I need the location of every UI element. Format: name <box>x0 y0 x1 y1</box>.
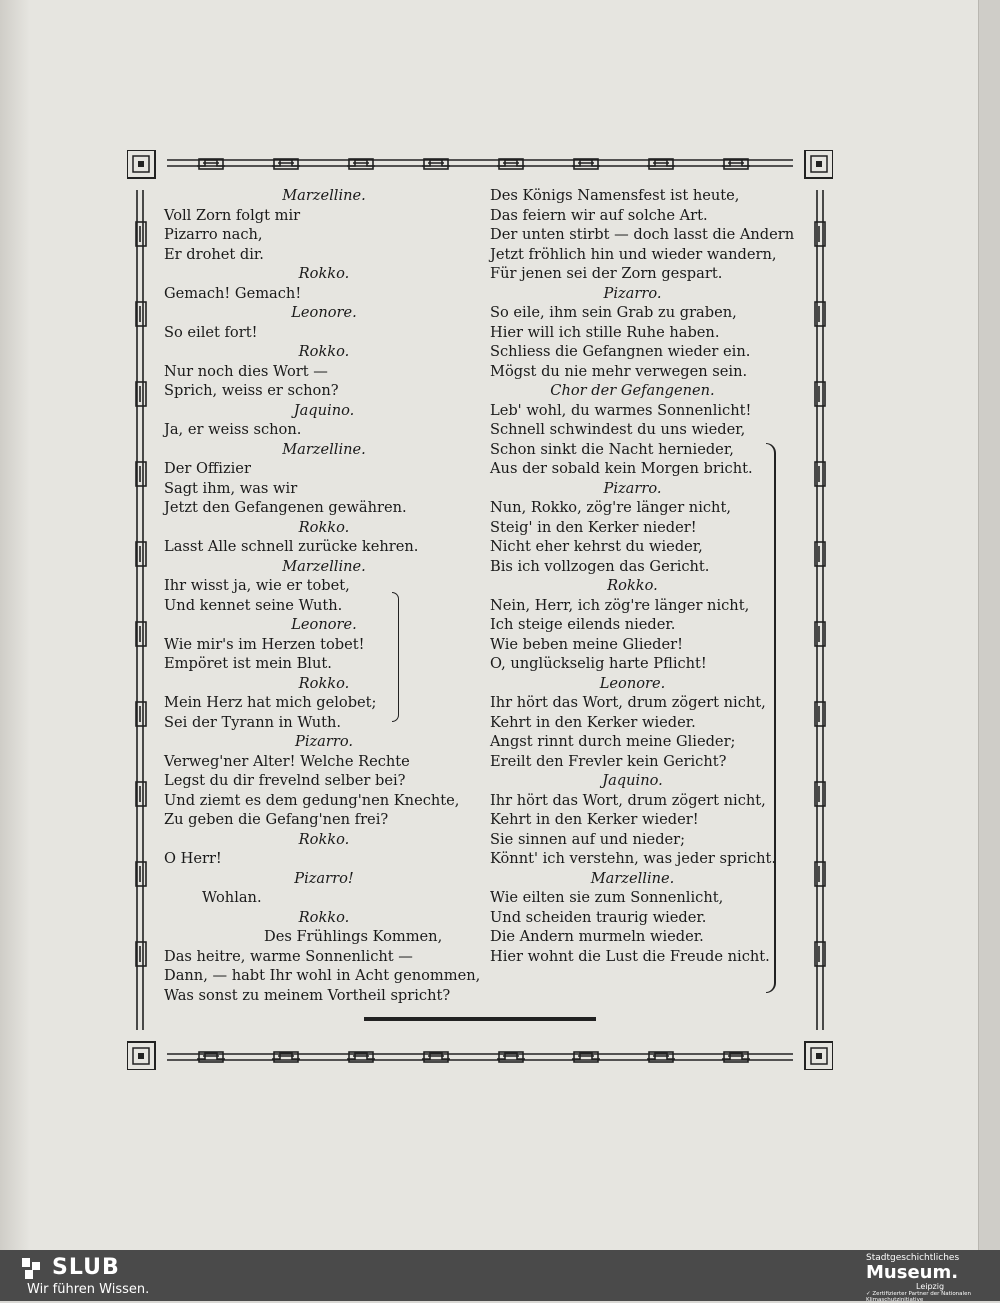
slub-logo-icon <box>22 1258 42 1280</box>
verse-line: Kehrt in den Kerker wieder. <box>490 713 696 731</box>
closing-rule <box>364 1017 596 1021</box>
right-column <box>490 186 795 966</box>
verse-line: Das feiern wir auf solche Art. <box>490 206 708 224</box>
verse-line: Nicht eher kehrst du wieder, <box>490 538 703 555</box>
verse-line: Hier will ich stille Ruhe haben. <box>490 323 720 341</box>
museum-prefix: Stadtgeschichtliches <box>866 1253 960 1263</box>
verse-line: Ereilt den Frevler kein Gericht? <box>490 752 727 770</box>
verse-line: Leb' wohl, du warmes Sonnenlicht! <box>490 401 752 419</box>
verse-line: Könnt' ich verstehn, was jeder spricht. <box>490 850 777 867</box>
verse-line: Sie sinnen auf und nieder; <box>490 830 686 848</box>
verse-line: Dann, — habt Ihr wohl in Acht genommen, <box>164 967 481 984</box>
speaker-name: Marzelline. <box>282 440 366 458</box>
museum-city: Leipzig <box>916 1282 945 1291</box>
page-edge <box>978 0 1000 1250</box>
verse-line: Wohlan. <box>202 889 262 906</box>
verse-line: Und scheiden traurig wieder. <box>490 908 707 926</box>
verse-line: Ihr hört das Wort, drum zögert nicht, <box>490 694 766 711</box>
speaker-name: Marzelline. <box>282 557 366 575</box>
footer-bar <box>0 1250 1000 1301</box>
verse-line: Er drohet dir. <box>164 245 264 263</box>
verse-line: So eile, ihm sein Grab zu graben, <box>490 304 737 321</box>
verse-line: Aus der sobald kein Morgen bricht. <box>490 460 753 477</box>
verse-line: Sagt ihm, was wir <box>164 479 298 497</box>
verse-line: Das heitre, warme Sonnenlicht — <box>164 947 413 965</box>
speaker-name: Rokko. <box>298 265 350 282</box>
left-column <box>164 186 484 1005</box>
verse-line: Kehrt in den Kerker wieder! <box>490 811 699 828</box>
speaker-name: Rokko. <box>298 830 350 848</box>
verse-line: Angst rinnt durch meine Glieder; <box>490 733 736 750</box>
verse-line: Steig' in den Kerker nieder! <box>490 518 697 536</box>
speaker-name: Jaquino. <box>602 772 663 789</box>
speaker-name: Pizarro. <box>603 479 662 497</box>
verse-line: Und ziemt es dem gedung'nen Knechte, <box>164 791 460 809</box>
verse-line: Hier wohnt die Lust die Freude nicht. <box>490 947 770 965</box>
verse-line: Wie eilten sie zum Sonnenlicht, <box>490 889 724 906</box>
verse-line: Und kennet seine Wuth. <box>164 596 343 614</box>
verse-line: Zu geben die Gefang'nen frei? <box>164 811 389 828</box>
page-fold-shadow <box>0 0 30 1250</box>
verse-line: Nun, Rokko, zög're länger nicht, <box>490 499 731 516</box>
speaker-name: Pizarro. <box>295 733 353 750</box>
verse-line: Ich steige eilends nieder. <box>490 616 676 633</box>
verse-line: Wie mir's im Herzen tobet! <box>164 635 365 653</box>
verse-line: Ihr hört das Wort, drum zögert nicht, <box>490 791 766 809</box>
verse-line: Verweg'ner Alter! Welche Rechte <box>164 752 410 770</box>
verse-line: Jetzt fröhlich hin und wieder wandern, <box>490 245 777 263</box>
verse-line: Mögst du nie mehr verwegen sein. <box>490 362 748 380</box>
verse-line: Des Königs Namensfest ist heute, <box>490 187 740 204</box>
left-bracket <box>392 592 399 722</box>
verse-line: Ihr wisst ja, wie er tobet, <box>164 577 350 594</box>
verse-line: Die Andern murmeln wieder. <box>490 928 704 945</box>
speaker-name: Rokko. <box>298 518 350 536</box>
verse-line: So eilet fort! <box>164 323 258 341</box>
verse-line: Nein, Herr, ich zög're länger nicht, <box>490 596 750 614</box>
verse-line: Sprich, weiss er schon? <box>164 382 339 399</box>
museum-name: Museum. <box>866 1262 959 1283</box>
verse-line: Nur noch dies Wort — <box>164 362 328 380</box>
verse-line: Legst du dir frevelnd selber bei? <box>164 772 406 789</box>
speaker-name: Leonore. <box>599 674 666 692</box>
verse-line: Der Offizier <box>164 460 251 477</box>
speaker-name: Leonore. <box>291 616 357 633</box>
speaker-name: Marzelline. <box>590 869 675 887</box>
speaker-name: Rokko. <box>298 343 350 360</box>
verse-line: Schon sinkt die Nacht hernieder, <box>490 440 734 458</box>
verse-line: Pizarro nach, <box>164 226 263 243</box>
speaker-name: Leonore. <box>291 304 357 321</box>
verse-line: Der unten stirbt — doch lasst die Andern <box>490 226 795 243</box>
verse-line: Was sonst zu meinem Vortheil spricht? <box>164 986 451 1004</box>
speaker-name: Pizarro! <box>294 869 354 887</box>
museum-note: ✓ Zertifizierter Partner der Nationalen Klimaschutzinitiative <box>866 1291 971 1303</box>
slub-name: SLUB <box>52 1255 120 1280</box>
verse-line: Wie beben meine Glieder! <box>490 635 683 653</box>
verse-line: Lasst Alle schnell zurücke kehren. <box>164 538 419 555</box>
verse-line: O Herr! <box>164 850 222 867</box>
verse-line: Mein Herz hat mich gelobet; <box>164 694 377 711</box>
slub-tagline: Wir führen Wissen. <box>27 1282 150 1297</box>
verse-line: Für jenen sei der Zorn gespart. <box>490 265 723 282</box>
verse-line: Sei der Tyrann in Wuth. <box>164 713 342 731</box>
verse-line: Schnell schwindest du uns wieder, <box>490 421 746 438</box>
speaker-name: Chor der Gefangenen. <box>550 382 715 399</box>
speaker-name: Rokko. <box>607 577 658 594</box>
verse-line: Jetzt den Gefangenen gewähren. <box>164 499 407 516</box>
verse-line: O, unglückselig harte Pflicht! <box>490 655 707 672</box>
speaker-name: Rokko. <box>298 674 350 692</box>
verse-line: Empöret ist mein Blut. <box>164 655 332 672</box>
speaker-name: Marzelline. <box>282 187 366 204</box>
speaker-name: Rokko. <box>298 908 350 926</box>
speaker-name: Pizarro. <box>603 284 662 302</box>
verse-line: Gemach! Gemach! <box>164 284 302 302</box>
verse-line: Bis ich vollzogen das Gericht. <box>490 557 710 575</box>
verse-line: Voll Zorn folgt mir <box>164 206 301 224</box>
verse-line: Ja, er weiss schon. <box>164 421 302 438</box>
speaker-name: Jaquino. <box>293 401 355 419</box>
right-bracket <box>766 443 776 993</box>
verse-line: Des Frühlings Kommen, <box>264 928 443 945</box>
verse-line: Schliess die Gefangnen wieder ein. <box>490 343 751 360</box>
